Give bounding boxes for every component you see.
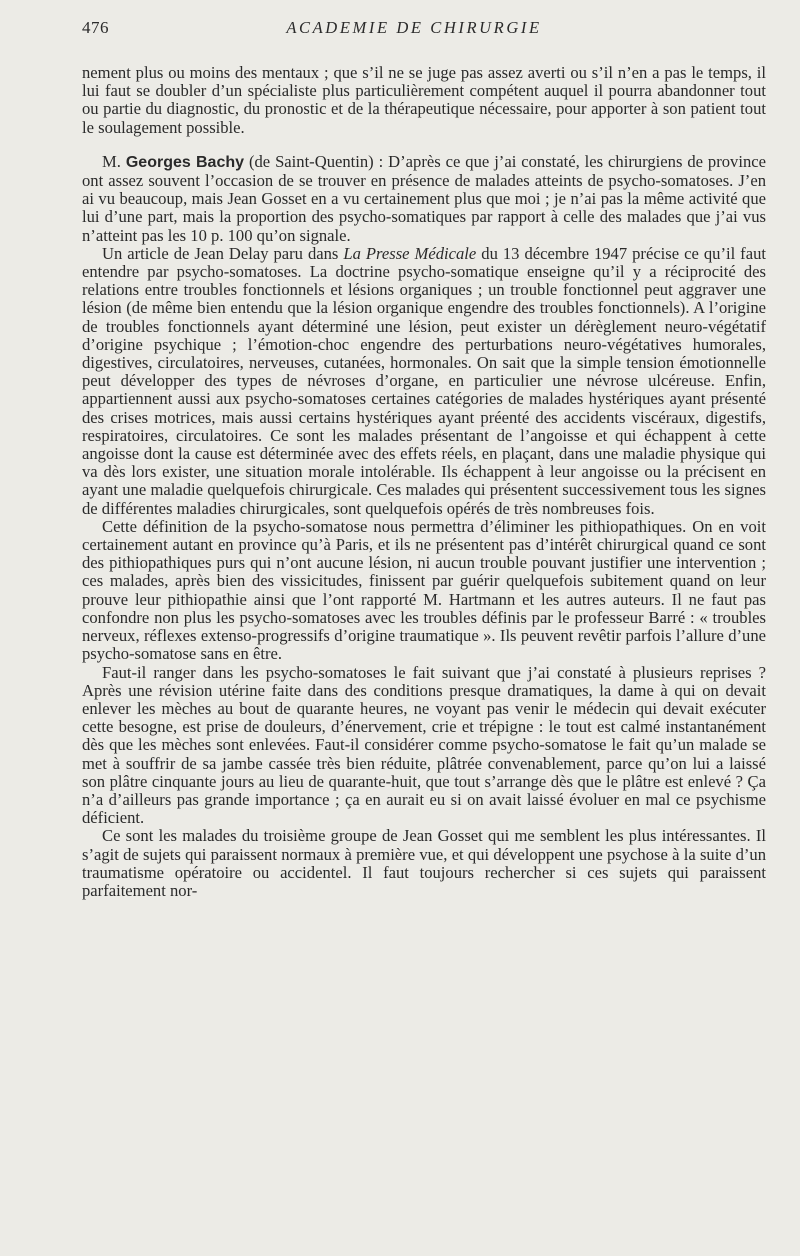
paragraph-text: Cette définition de la psycho-somatose nous permettra d’éliminer les pithiopathiques. On en voit certainement autant en province qu’à Paris, et ils ne présentent pas d’intérêt chirurgical quand ce sont des pithiopathiques purs qui n’ont aucune lésion, ni aucun trouble pouvant justifier une intervention ; ces malades, après bien des vissicitudes, finissent par guérir quelquefois subitement quand on leur prouve leur pithiopathie ainsi que l’ont rapporté M. Hartmann et les autres auteurs. Il ne faut pas confondre non plus les psycho-somatoses avec les troubles définis par le professeur Barré : « troubles nerveux, réflexes extenso-progressifs d’origine traumatique ». Ils peuvent revêtir parfois l’allure d’une psycho-somatose sans en être. xyxy=(82,516,766,664)
paragraph-text: Un article de Jean Delay paru dans xyxy=(102,243,339,263)
paragraph-text: (de Saint-Quentin) : D’après ce que j’ai constaté, les chirurgiens de province ont assez souvent l’occasion de se trouver en présence de malades atteints de psycho-somatoses. J’en ai vu beaucoup, mais Jean Gosset en a vu certainement plus que moi ; je n’ai pas la même activité que lui d’une part, mais la proportion des psycho-somatiques par rapport à celle des malades que j’ai vus n’atteint pas les 10 p. 100 qu’on signale. xyxy=(82,151,766,245)
paragraph-case-examples xyxy=(82,664,766,828)
body-text xyxy=(82,64,766,900)
speaker-name: Georges Bachy xyxy=(125,153,245,171)
paragraph-delay-article xyxy=(82,245,766,518)
paragraph-text: Faut-il ranger dans les psycho-somatoses le fait suivant que j’ai constaté à plusieurs reprises ? Après une révision utérine faite dans des conditions presque dramatiques, la dame à qui on devait enlever les mèches au bout de quarante heures, ne voyant pas venir le médecin qui devait exécuter cette besogne, est prise de douleurs, d’énervement, crie et trépigne : le tout est calmé instantanément dès que les mèches sont enlevées. Faut-il considérer comme psycho-somatose le fait qu’un malade se met à souffrir de sa jambe cassée très bien réduite, plâtrée convenablement, parce qu’on lui a laissé son plâtre cinquante jours au lieu de quarante-huit, que tout s’arrange dès que le plâtre est enlevé ? Ça n’a d’ailleurs pas grande importance ; ça en aurait eu si on avait laissé évoluer en mal ce psychisme déficient. xyxy=(82,662,766,828)
paragraph-text: Ce sont les malades du troisième groupe de Jean Gosset qui me semblent les plus intéressantes. Il s’agit de sujets qui paraissent normaux à première vue, et qui développent une psychose à la suite d’un traumatisme opératoire ou accidentel. Il faut toujours rechercher si ces sujets qui paraissent parfaitement nor- xyxy=(82,826,766,900)
journal-title: La Presse Médicale xyxy=(343,243,477,263)
paragraph-speaker-bachy xyxy=(82,153,766,245)
paragraph-text: nement plus ou moins des mentaux ; que s’il ne se juge pas assez averti ou s’il n’en a pas le temps, il lui faut se doubler d’un spécialiste plus particulièrement compétent auquel il pourra abandonner tout ou partie du diagnostic, du pronostic et de la thérapeutique nécessaire, pour apporter à son patient tout le soulagement possible. xyxy=(82,63,766,137)
paragraph-text: du 13 décembre 1947 précise ce qu’il faut entendre par psycho-somatoses. La doctrine psycho-somatique enseigne qu’il y a réciprocité des relations entre troubles fonctionnels et lésions organiques ; un trouble fonctionnel peut aggraver une lésion (de même bien entendu que la lésion organique engendre des troubles fonctionnels). A l’origine de troubles fonctionnels ayant déterminé une lésion, peut exister un dérèglement neuro-végétatif d’origine psychique ; l’émotion-choc engendre des perturbations neuro-végétatives humorales, digestives, circulatoires, nerveuses, cutanées, hormonales. On sait que la simple tension émotionnelle peut développer des types de névroses d’organe, en particulier une névrose ulcéreuse. Enfin, appartiennent aussi aux psycho-somatoses certaines catégories de malades hystériques ayant présenté des crises motrices, mais aussi certains hystériques ayant préenté des accidents viscéraux, digestifs, respiratoires, circulatoires. Ce sont les malades présentant de l’angoisse et qui échappent à cette angoisse dont la cause est déterminée avec des effets réels, en plaçant, dans une maladie physique qui va dès lors exister, une situation morale intolérable. Ils échappent à leur angoisse ou la précisent en ayant une maladie quelquefois chirurgicale. Ces malades qui présentent successivement tous les signes de différentes maladies chirurgicales, sont quelquefois opérés de très nombreuses fois. xyxy=(82,243,766,518)
page-header xyxy=(82,18,766,46)
paragraph-continuation xyxy=(82,64,766,137)
speaker-prefix: M. xyxy=(102,151,121,171)
paragraph-definition xyxy=(82,518,766,664)
page-number: 476 xyxy=(82,18,109,37)
paragraph-third-group xyxy=(82,827,766,900)
running-title: ACADEMIE DE CHIRURGIE xyxy=(286,18,542,37)
